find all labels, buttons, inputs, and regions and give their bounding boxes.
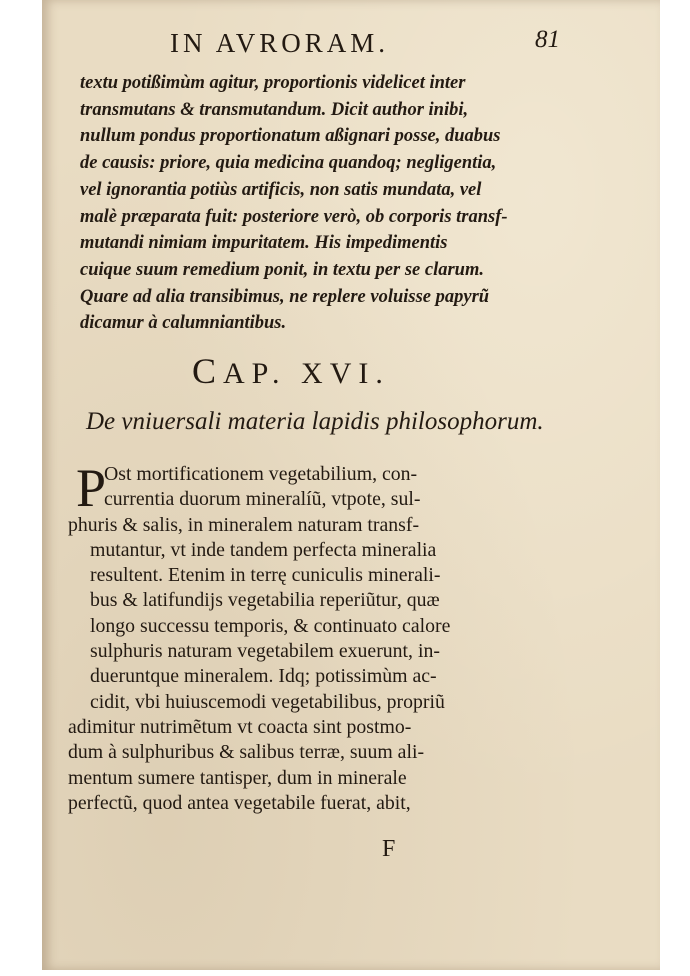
book-page xyxy=(42,0,660,970)
chapter-heading xyxy=(192,350,390,392)
text-line: perfectũ, quod antea vegetabile fuerat, abit, xyxy=(68,791,411,814)
text-line: resultent. Etenim in terrę cuniculis minerali- xyxy=(90,564,441,587)
text-line: de causis: priore, quia medicina quandoq; negligentia, xyxy=(80,153,497,174)
text-line: vel ignorantia potiùs artificis, non satis mundata, vel xyxy=(80,179,482,200)
chapter-heading-initial: C xyxy=(192,351,224,391)
text-line: transmutans & transmutandum. Dicit author inibi, xyxy=(80,99,469,120)
chapter-body xyxy=(68,458,548,816)
signature-mark: F xyxy=(382,836,396,862)
text-line: sulphuris naturam vegetabilem exuerunt, in- xyxy=(90,640,440,663)
text-line: cidit, vbi huiuscemodi vegetabilibus, propriũ xyxy=(90,690,445,713)
text-line: cuique suum remedium ponit, in textu per se clarum. xyxy=(80,259,484,280)
text-line: textu potißimùm agitur, proportionis videlicet inter xyxy=(80,73,466,93)
text-line: nullum pondus proportionatum aßignari posse, duabus xyxy=(80,126,501,147)
text-line: Quare ad alia transibimus, ne replere voluisse papyrũ xyxy=(80,286,490,307)
text-line: Ost mortificationem vegetabilium, con- xyxy=(104,463,418,485)
text-line: phuris & salis, in mineralem naturam transf- xyxy=(68,513,420,536)
chapter-subtitle: De vniuersali materia lapidis philosophorum. xyxy=(86,408,544,435)
text-line: currentia duorum mineralíũ, vtpote, sul- xyxy=(104,488,421,511)
text-line: mutandi nimiam impuritatem. His impedimentis xyxy=(80,233,448,254)
preceding-paragraph xyxy=(80,70,550,337)
text-line: bus & latifundijs vegetabilia reperiũtur, quæ xyxy=(90,589,440,612)
text-line: mentum sumere tantisper, dum in minerale xyxy=(68,766,407,789)
text-line: adimitur nutrimẽtum vt coacta sint postmo- xyxy=(68,715,412,738)
text-line: malè præparata fuit: posteriore verò, ob corporis transf- xyxy=(80,206,508,227)
page-number: 81 xyxy=(535,26,560,53)
text-line: mutantur, vt inde tandem perfecta mineralia xyxy=(90,538,437,561)
text-line: dicamur à calumniantibus. xyxy=(80,313,287,334)
running-title: IN AVRORAM. xyxy=(170,28,390,58)
text-line: dueruntque mineralem. Idq; potissimùm ac- xyxy=(90,665,437,688)
chapter-heading-rest: AP. XVI. xyxy=(223,357,390,390)
text-line: dum à sulphuribus & salibus terræ, suum ali- xyxy=(68,741,425,764)
drop-cap: P xyxy=(76,458,107,518)
text-line: longo successu temporis, & continuato calore xyxy=(90,614,451,637)
